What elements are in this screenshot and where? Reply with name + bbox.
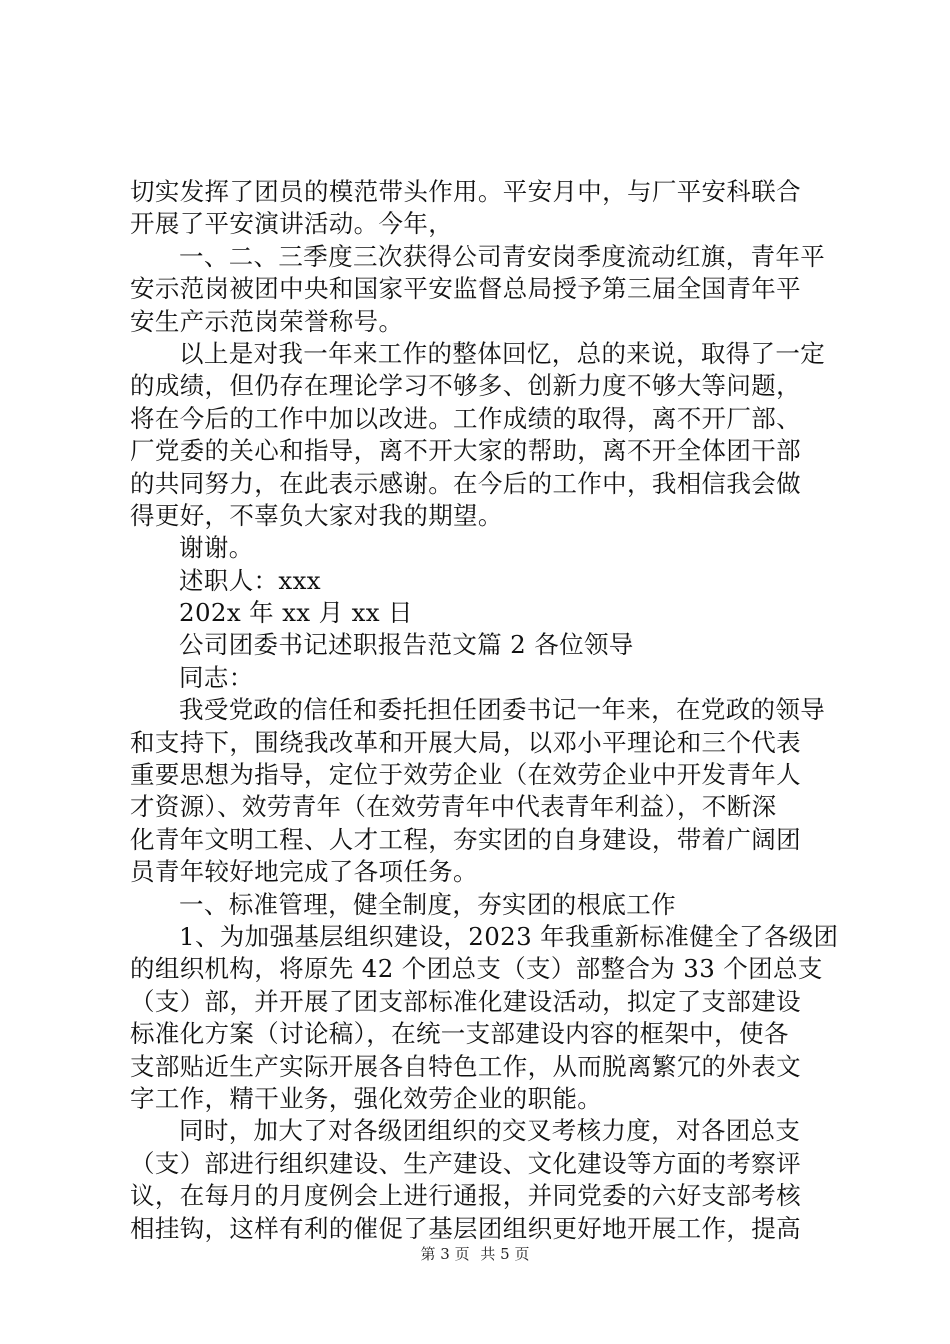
text-line: 谢谢。 <box>179 533 254 563</box>
text-line: 标准化方案（讨论稿），在统一支部建设内容的框架中，使各 <box>130 1019 789 1049</box>
text-line: （支）部进行组织建设、生产建设、文化建设等方面的考察评 <box>130 1148 801 1178</box>
text-line: 议，在每月的月度例会上进行通报，并同党委的六好支部考核 <box>130 1181 801 1211</box>
text-line: （支）部，并开展了团支部标准化建设活动，拟定了支部建设 <box>130 986 801 1016</box>
text-line: 员青年较好地完成了各项任务。 <box>130 857 478 887</box>
text-line: 安生产示范岗荣誉称号。 <box>130 306 404 336</box>
text-line: 一、标准管理，健全制度，夯实团的根底工作 <box>179 889 676 919</box>
text-line: 安示范岗被团中央和国家平安监督总局授予第三届全国青年平 <box>130 274 801 304</box>
text-line: 的组织机构，将原先 42 个团总支（支）部整合为 33 个团总支 <box>130 954 823 984</box>
text-line: 和支持下，围绕我改革和开展大局，以邓小平理论和三个代表 <box>130 727 801 757</box>
text-line: 1、为加强基层组织建设，2023 年我重新标准健全了各级团 <box>179 921 839 951</box>
text-line: 将在今后的工作中加以改进。工作成绩的取得，离不开厂部、 <box>130 403 801 433</box>
text-line: 202x 年 xx 月 xx 日 <box>179 598 413 628</box>
text-line: 化青年文明工程、人才工程，夯实团的自身建设，带着广阔团 <box>130 824 801 854</box>
text-line: 一、二、三季度三次获得公司青安岗季度流动红旗，青年平 <box>179 241 826 271</box>
text-line: 述职人：xxx <box>179 565 321 595</box>
text-line: 的成绩，但仍存在理论学习不够多、创新力度不够大等问题， <box>130 371 801 401</box>
text-line: 的共同努力，在此表示感谢。在今后的工作中，我相信我会做 <box>130 468 801 498</box>
text-line: 相挂钩，这样有利的催促了基层团组织更好地开展工作，提高 <box>130 1213 801 1243</box>
text-line: 重要思想为指导，定位于效劳企业（在效劳企业中开发青年人 <box>130 760 801 790</box>
text-line: 字工作，精干业务，强化效劳企业的职能。 <box>130 1083 603 1113</box>
text-line: 同志： <box>179 662 254 692</box>
text-line: 开展了平安演讲活动。今年， <box>130 209 454 239</box>
text-line: 以上是对我一年来工作的整体回忆，总的来说，取得了一定 <box>179 338 826 368</box>
text-line: 我受党政的信任和委托担任团委书记一年来，在党政的领导 <box>179 695 826 725</box>
page-total: 共 5 页 <box>480 1245 530 1263</box>
page-number: 第 3 页 <box>420 1245 470 1263</box>
text-line: 支部贴近生产实际开展各自特色工作，从而脱离繁冗的外表文 <box>130 1051 801 1081</box>
text-line: 公司团委书记述职报告范文篇 2 各位领导 <box>179 630 634 660</box>
text-line: 同时，加大了对各级团组织的交叉考核力度，对各团总支 <box>179 1116 801 1146</box>
page-footer <box>0 1244 950 1264</box>
text-line: 得更好，不辜负大家对我的期望。 <box>130 500 503 530</box>
text-line: 切实发挥了团员的模范带头作用。平安月中，与厂平安科联合 <box>130 177 801 206</box>
document-body <box>130 176 839 1245</box>
text-line: 厂党委的关心和指导，离不开大家的帮助，离不开全体团干部 <box>130 436 801 466</box>
text-line: 才资源）、效劳青年（在效劳青年中代表青年利益），不断深 <box>130 792 777 822</box>
